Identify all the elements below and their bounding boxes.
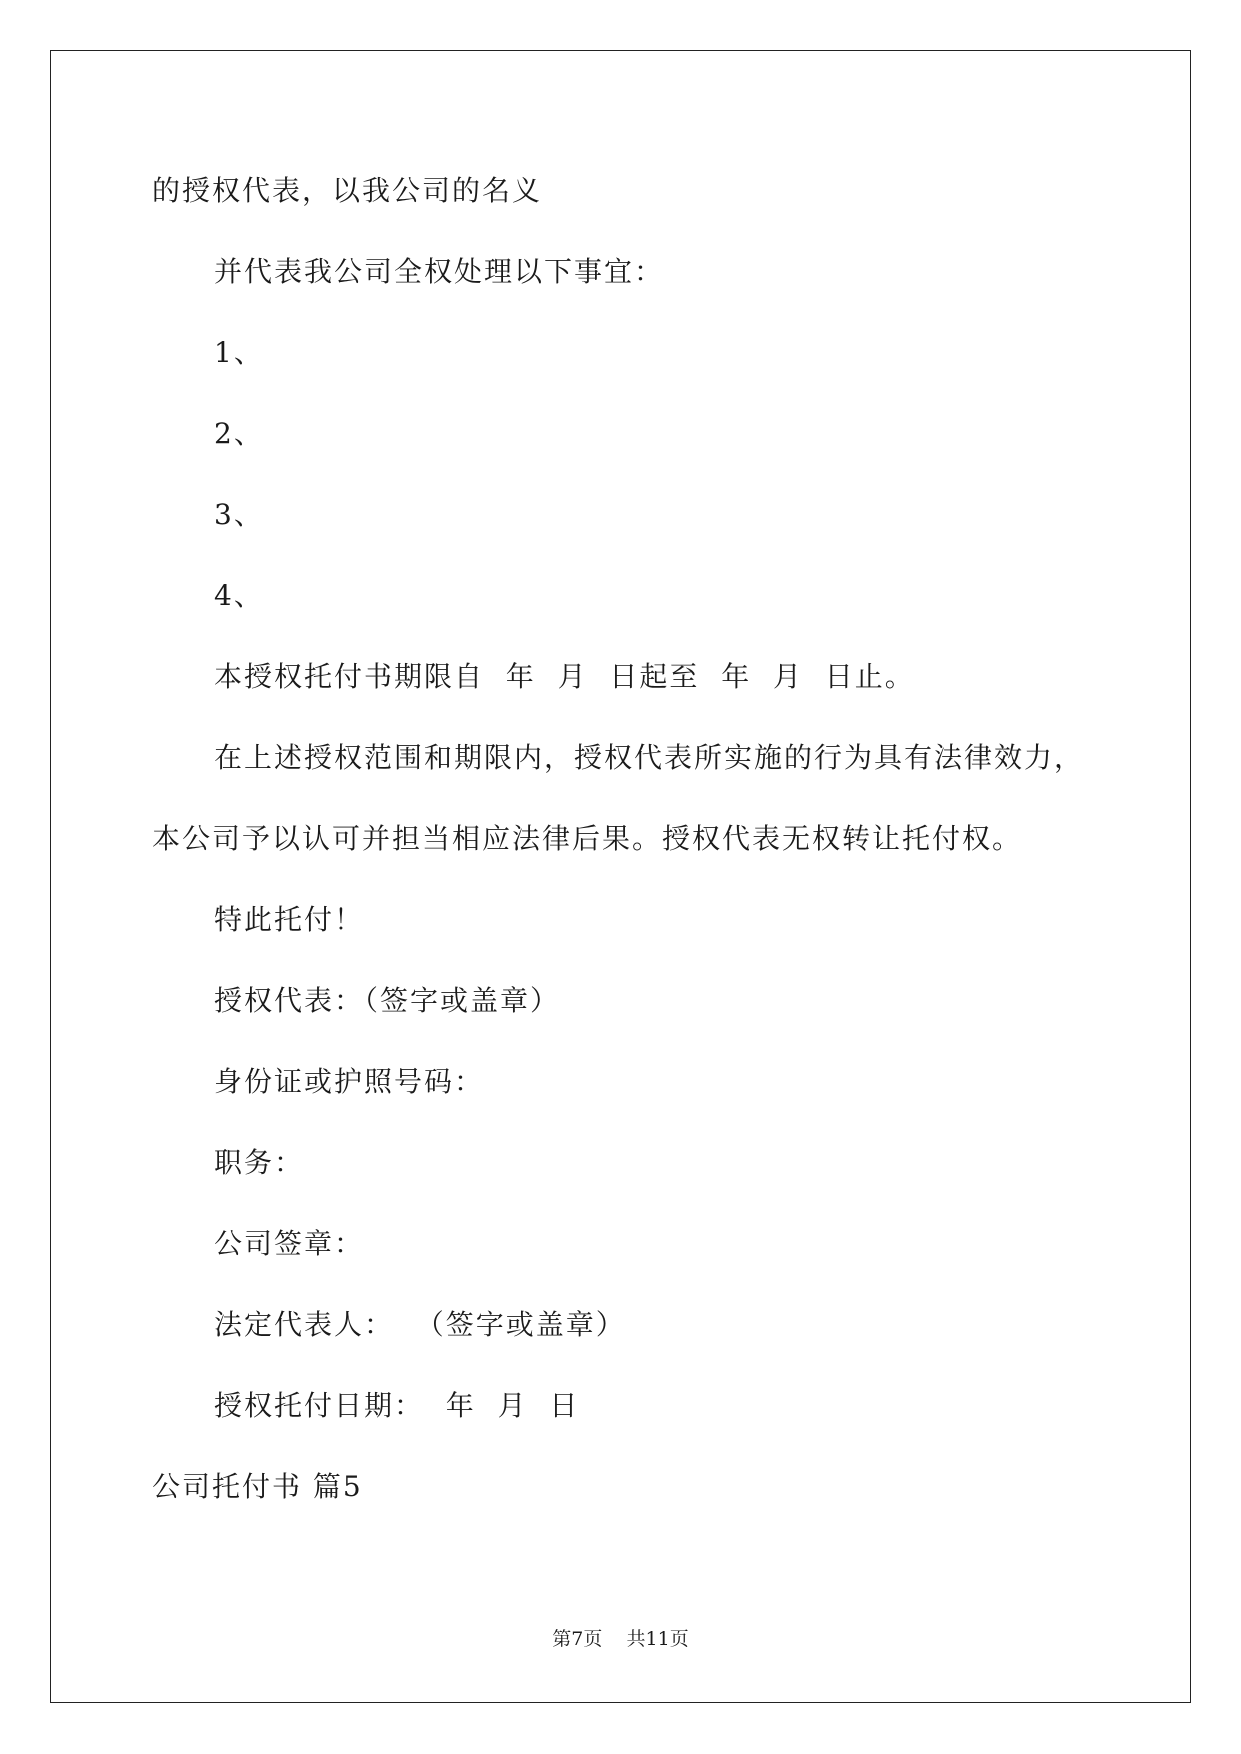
- text-line: 本授权托付书期限自 年 月 日起至 年 月 日止。: [214, 660, 915, 693]
- page-number-footer: 第7页 共11页: [552, 1628, 689, 1650]
- text-line: 2、: [214, 417, 264, 450]
- text-line: 职务：: [214, 1146, 305, 1179]
- text-line: 的授权代表，以我公司的名义: [152, 174, 543, 207]
- text-line: 并代表我公司全权处理以下事宜：: [214, 255, 665, 288]
- text-line: 授权代表：（签字或盖章）: [214, 984, 561, 1017]
- text-line: 1、: [214, 336, 264, 369]
- text-line: 本公司予以认可并担当相应法律后果。授权代表无权转让托付权。: [152, 822, 1023, 855]
- text-line: 4、: [214, 579, 264, 612]
- text-line: 授权托付日期： 年 月 日: [214, 1389, 580, 1422]
- text-line: 公司签章：: [214, 1227, 365, 1260]
- text-line: 法定代表人： （签字或盖章）: [214, 1308, 626, 1341]
- page-border: [50, 50, 1191, 1703]
- text-line: 特此托付！: [214, 903, 365, 936]
- text-line: 3、: [214, 498, 264, 531]
- section-heading: 公司托付书 篇5: [152, 1470, 363, 1503]
- text-line: 在上述授权范围和期限内，授权代表所实施的行为具有法律效力，: [214, 741, 1085, 774]
- text-line: 身份证或护照号码：: [214, 1065, 485, 1098]
